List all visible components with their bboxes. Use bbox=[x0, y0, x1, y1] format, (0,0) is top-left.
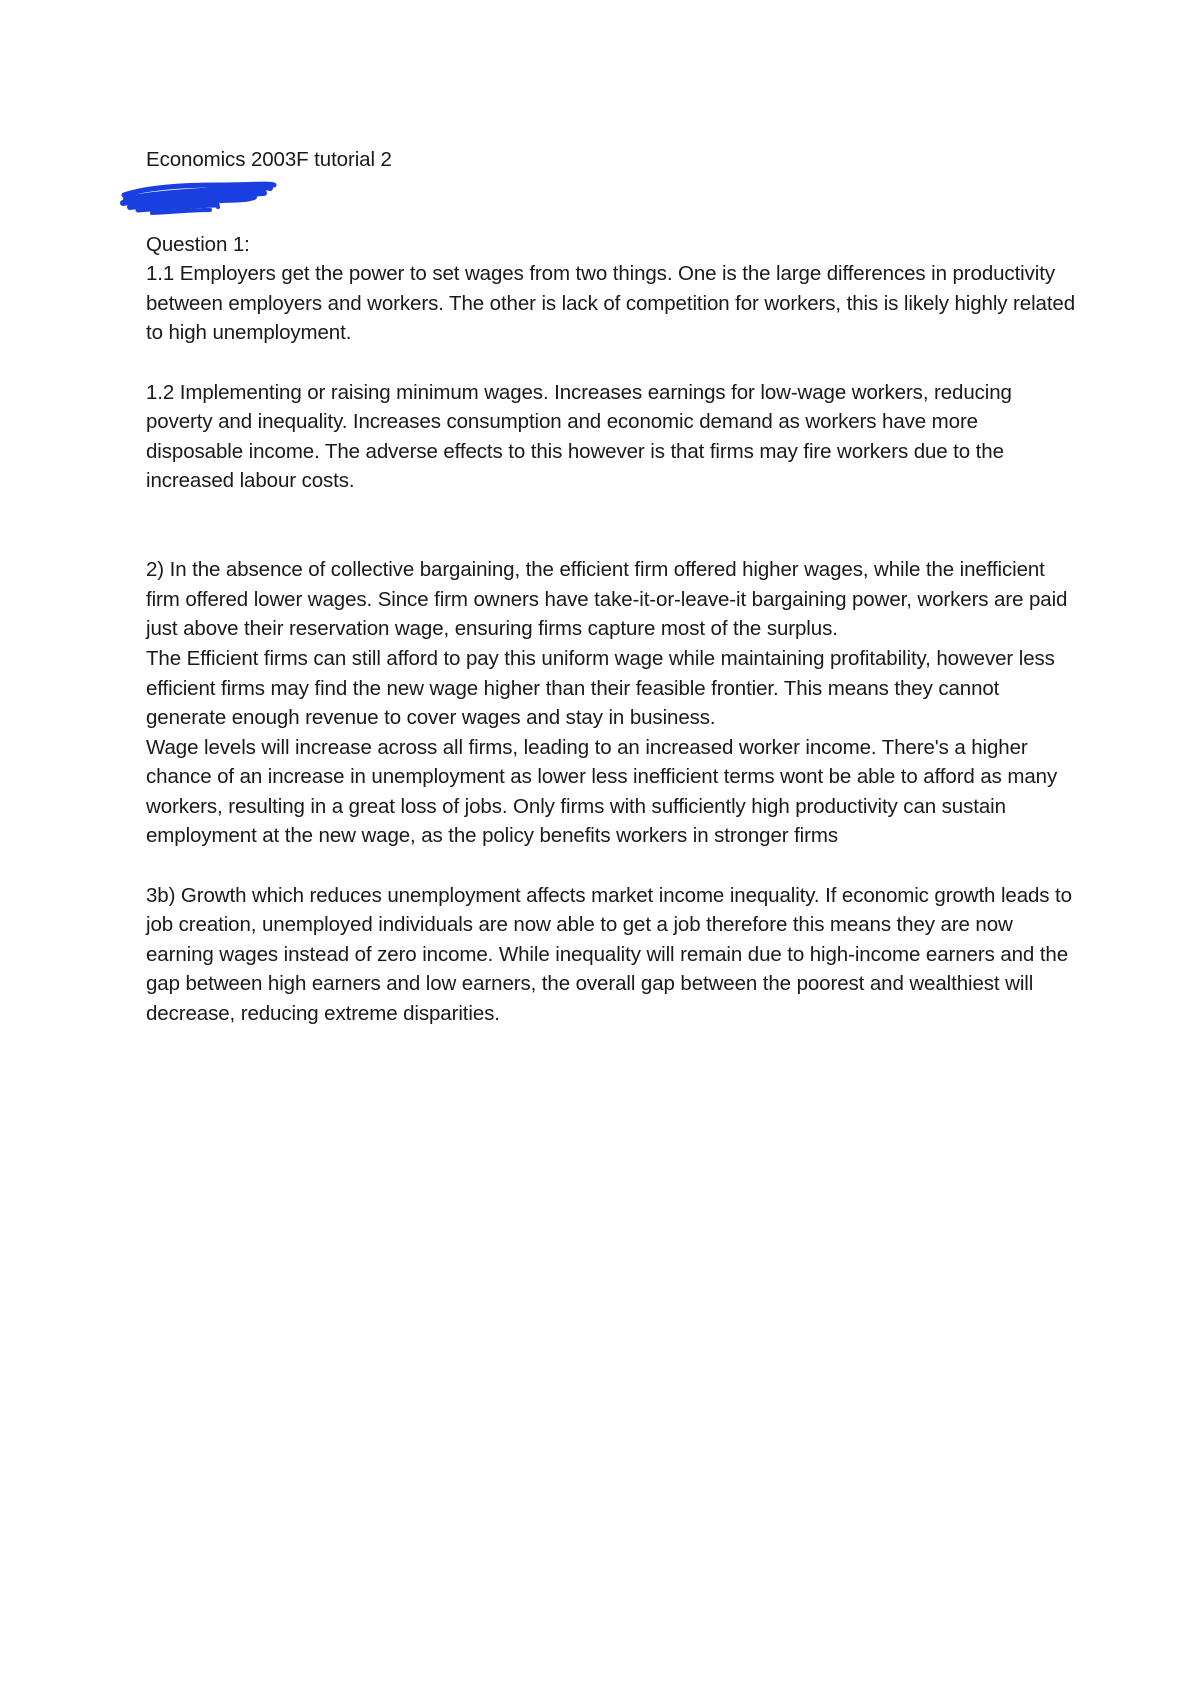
answer-2-paragraph-1: 2) In the absence of collective bargaining, the efficient firm offered higher wages, while the inefficient firm offered lower wages. Since firm owners have take-it-or-leave-it bargaining power, workers are paid just above their reservation wage, ensuring firms capture most of the surplus. bbox=[146, 558, 1068, 641]
document-title: Economics 2003F tutorial 2 bbox=[146, 148, 392, 171]
answer-1-1: 1.1 Employers get the power to set wages from two things. One is the large differences in productivity between employers and workers. The other is lack of competition for workers, this is likely highly related to high unemployment. bbox=[146, 262, 1076, 345]
answer-1-2: 1.2 Implementing or raising minimum wages. Increases earnings for low-wage workers, reducing poverty and inequality. Increases consumption and economic demand as workers have more disposable income. The adverse effects to this however is that firms may fire workers due to the increased labour costs. bbox=[146, 380, 1012, 493]
question-1-heading: Question 1: bbox=[146, 232, 250, 256]
document-body bbox=[146, 145, 1076, 1029]
answer-2-paragraph-3: Wage levels will increase across all firms, leading to an increased worker income. There's a higher chance of an increase in unemployment as lower less inefficient terms wont be able to afford as many workers, resulting in a great loss of jobs. Only firms with sufficiently high productivity can sustain employment at the new wage, as the policy benefits workers in stronger firms bbox=[146, 735, 1058, 848]
answer-2-paragraph-2: The Efficient firms can still afford to pay this uniform wage while maintaining profitability, however less efficient firms may find the new wage higher than their feasible frontier. This means they cannot generate enough revenue to cover wages and stay in business. bbox=[146, 646, 1055, 730]
redaction-scribble bbox=[118, 173, 278, 219]
answer-3b: 3b) Growth which reduces unemployment affects market income inequality. If economic growth leads to job creation, unemployed individuals are now able to get a job therefore this means they are now earning wages instead of zero income. While inequality will remain due to high-income earners and the gap between high earners and low earners, the overall gap between the poorest and wealthiest will decrease, reducing extreme disparities. bbox=[146, 883, 1072, 1026]
